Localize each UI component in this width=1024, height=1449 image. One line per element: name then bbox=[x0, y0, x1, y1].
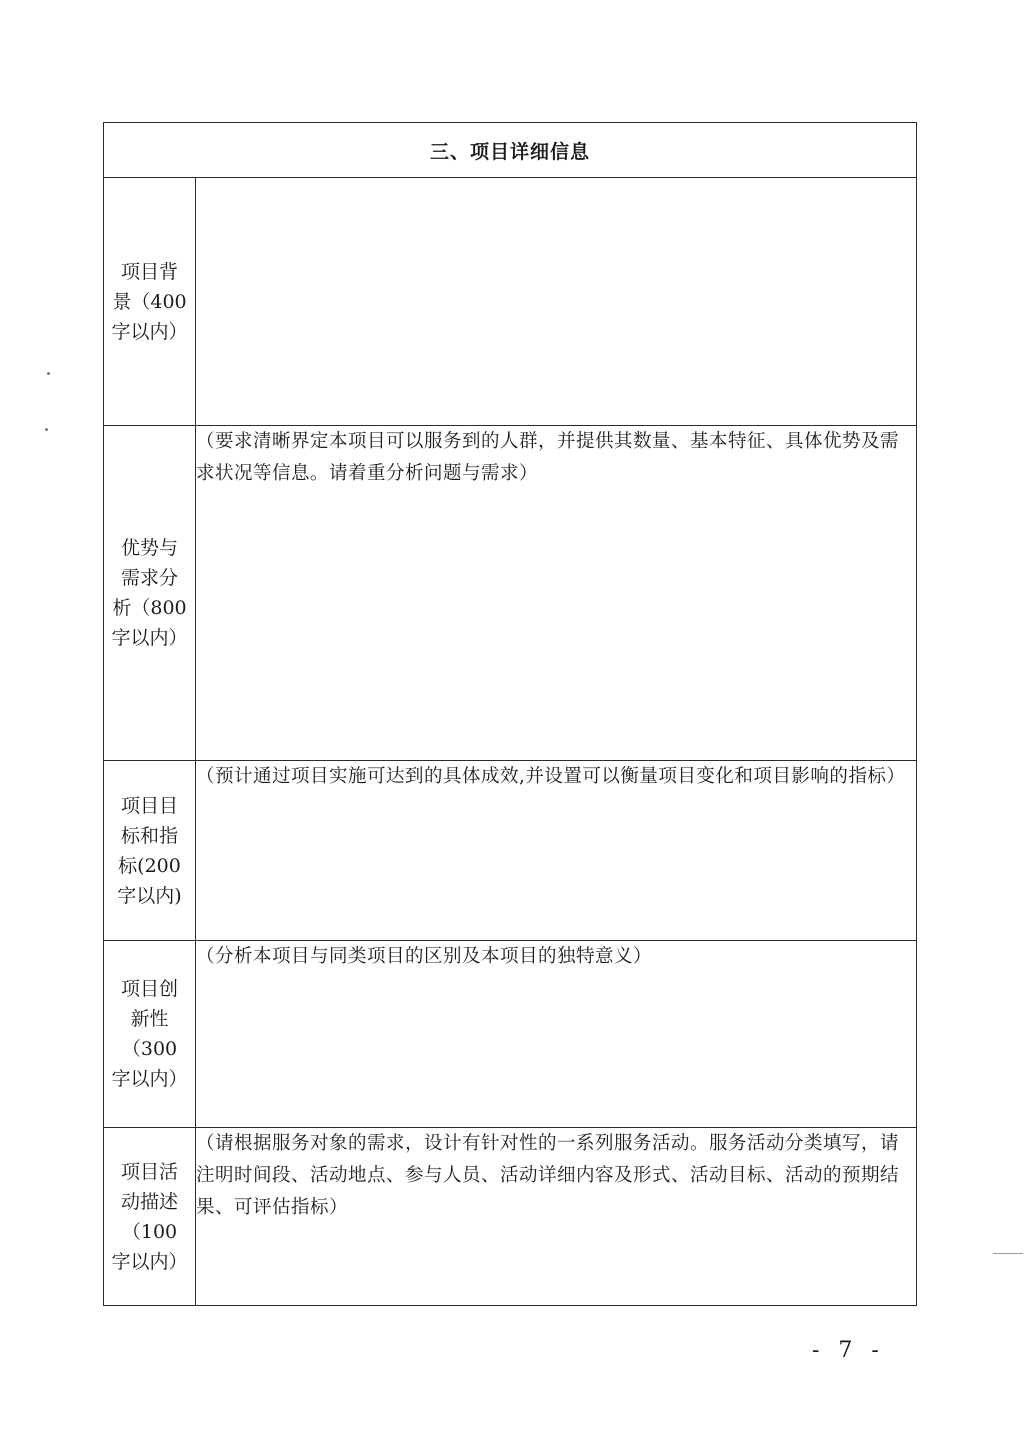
label-line: 字以内） bbox=[111, 1250, 188, 1273]
innovation-content-field[interactable] bbox=[196, 941, 917, 1128]
row-label-background bbox=[104, 178, 196, 426]
section-title: 三、项目详细信息 bbox=[430, 140, 591, 163]
label-line: 项目目 bbox=[120, 794, 178, 817]
row-hint: （预计通过项目实施可达到的具体成效,并设置可以衡量项目变化和项目影响的指标） bbox=[196, 766, 906, 787]
row-label-goals-indicators bbox=[104, 761, 196, 941]
page-number: - 7 - bbox=[812, 1338, 885, 1363]
label-line: 动描述 bbox=[120, 1190, 178, 1213]
row-hint: （分析本项目与同类项目的区别及本项目的独特意义） bbox=[196, 946, 653, 967]
label-line: 标(200 bbox=[118, 854, 181, 877]
table-row bbox=[104, 941, 917, 1128]
label-line: 项目活 bbox=[120, 1160, 178, 1183]
goals-indicators-content-field[interactable] bbox=[196, 761, 917, 941]
label-line: 字以内） bbox=[111, 627, 188, 649]
table-row bbox=[104, 761, 917, 941]
label-line: 景（400 bbox=[112, 290, 187, 313]
label-line: 新性 bbox=[130, 1008, 169, 1030]
table-row bbox=[104, 178, 917, 426]
label-line: 项目背 bbox=[120, 260, 178, 283]
scan-speck bbox=[45, 428, 48, 431]
label-line: 标和指 bbox=[120, 824, 178, 847]
label-line: 优势与 bbox=[120, 537, 178, 559]
label-line: 项目创 bbox=[120, 978, 178, 1000]
label-line: 字以内) bbox=[117, 884, 182, 907]
table-row bbox=[104, 426, 917, 761]
activity-description-content-field[interactable] bbox=[196, 1128, 917, 1306]
row-hint: （要求清晰界定本项目可以服务到的人群，并提供其数量、基本特征、具体优势及需求状况等信息。请着重分析问题与需求） bbox=[196, 431, 900, 484]
label-line: （300 bbox=[121, 1038, 178, 1060]
row-hint: （请根据服务对象的需求，设计有针对性的一系列服务活动。服务活动分类填写，请注明时间段、活动地点、参与人员、活动详细内容及形式、活动目标、活动的预期结果、可评估指标） bbox=[196, 1133, 900, 1218]
table-title-row bbox=[104, 123, 917, 178]
row-label-activity-description bbox=[104, 1128, 196, 1306]
row-label-advantage-needs bbox=[104, 426, 196, 761]
label-line: 字以内） bbox=[111, 1068, 188, 1090]
label-line: （100 bbox=[121, 1220, 178, 1243]
section-title-cell bbox=[104, 123, 917, 178]
background-content-field[interactable] bbox=[196, 178, 917, 426]
scan-speck bbox=[47, 372, 50, 375]
scan-speck bbox=[993, 1253, 1023, 1254]
project-detail-table bbox=[103, 122, 917, 1306]
table-row bbox=[104, 1128, 917, 1306]
row-label-innovation bbox=[104, 941, 196, 1128]
advantage-needs-content-field[interactable] bbox=[196, 426, 917, 761]
label-line: 字以内） bbox=[111, 320, 188, 343]
label-line: 析（800 bbox=[112, 597, 187, 619]
label-line: 需求分 bbox=[120, 567, 178, 589]
